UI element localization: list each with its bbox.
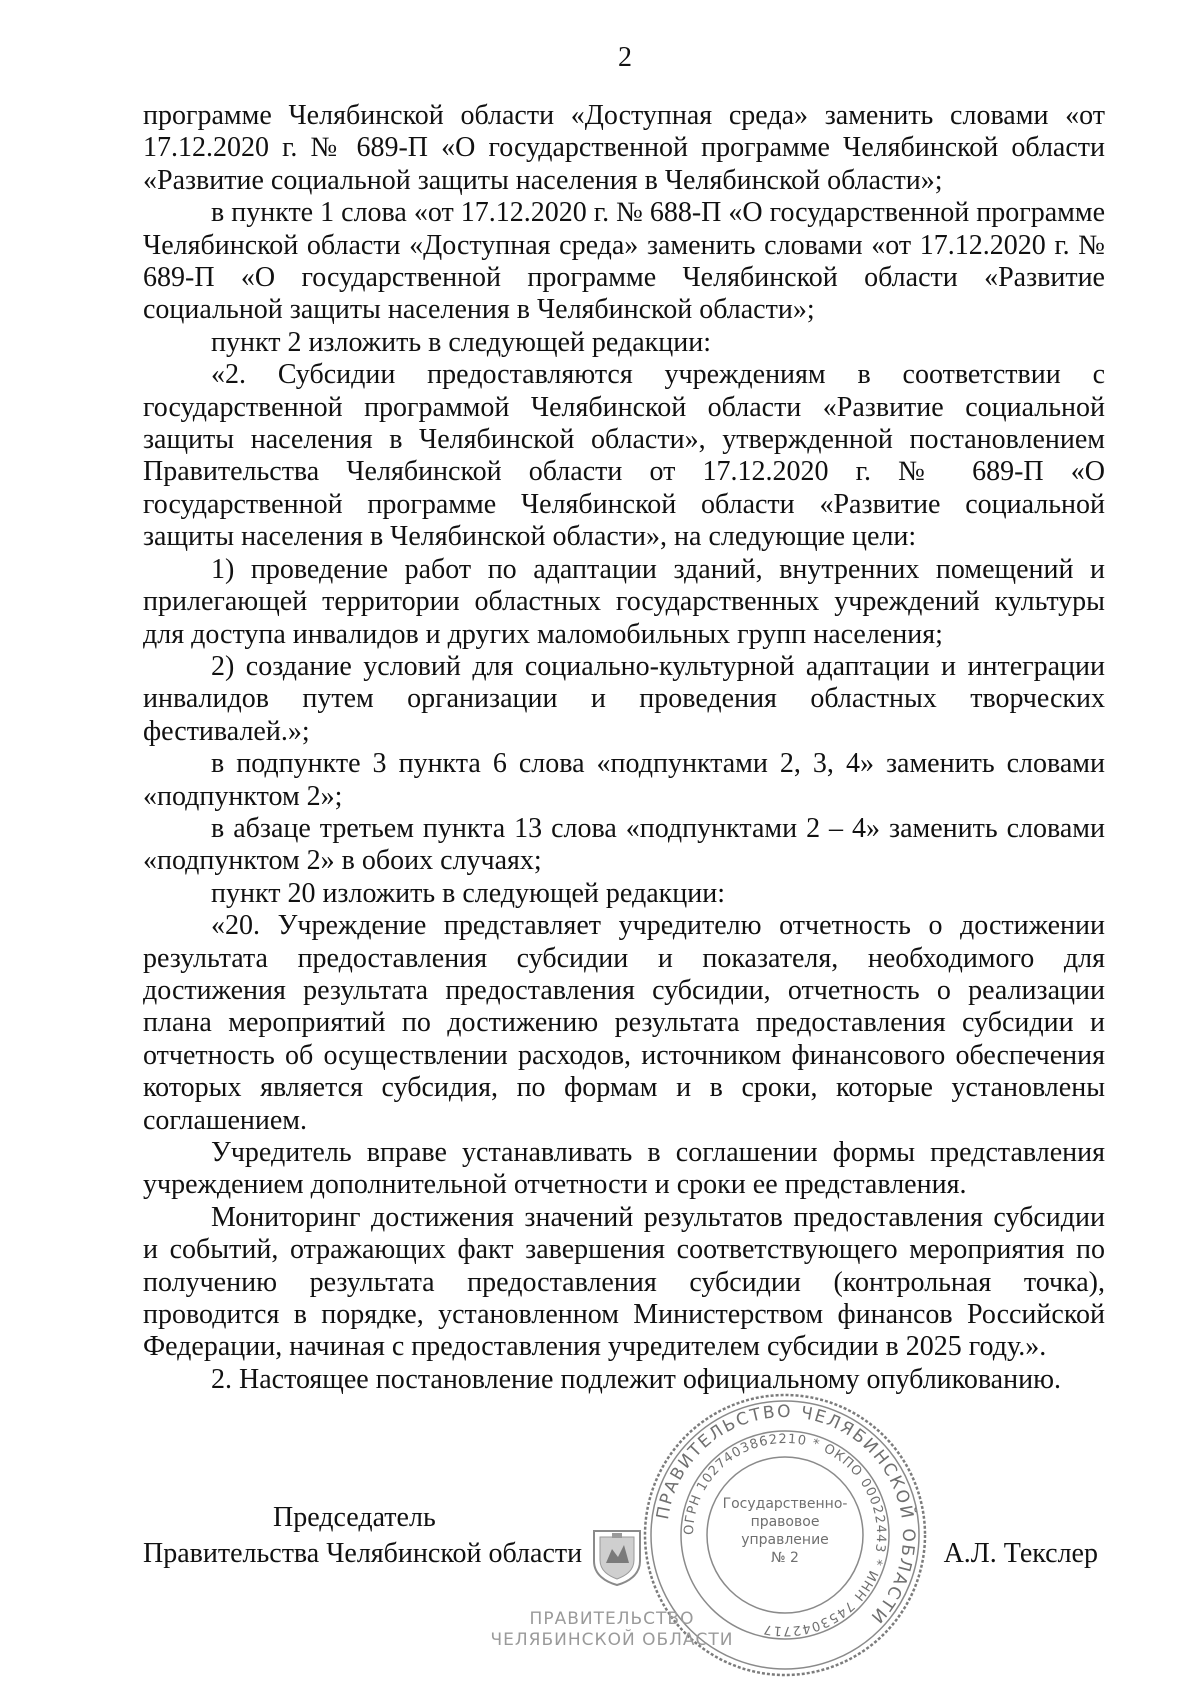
paragraph: «2. Субсидии предоставляются учреждениям в соответствии с государственной программой Челябинской области «Развитие социальной защиты населения в Челябинской области», утвержденной постановлением Правительства Челябинской области от 17.12.2020 г. № 689-П «О государственной программе Челябинской области «Развитие социальной защиты населения в Челябинской области», на следующие цели:: [143, 359, 1105, 553]
paragraph: Учредитель вправе устанавливать в соглашении формы представления учреждением дополнительной отчетности и сроки ее представления.: [143, 1137, 1105, 1201]
svg-text:ОГРН 1027403862210 * ОКПО 0002: ОГРН 1027403862210 * ОКПО 00022443 * ИНН 7453042717: [681, 1431, 889, 1639]
letterhead-line2: ЧЕЛЯБИНСКОЙ ОБЛАСТИ: [490, 1630, 734, 1650]
paragraph: «20. Учреждение представляет учредителю отчетность о достижении результата предоставления субсидии и показателя, необходимого для достижения результата предоставления субсидии, отчетность о реализации плана мероприятий по достижению результата предоставления субсидии и отчетность об осуществлении расходов, источником финансового обеспечения которых является субсидия, по формам и в сроки, которые установлены соглашением.: [143, 910, 1105, 1136]
paragraph: в подпункте 3 пункта 6 слова «подпунктами 2, 3, 4» заменить словами «подпунктом 2»;: [143, 748, 1105, 812]
paragraph: в пункте 1 слова «от 17.12.2020 г. № 688-П «О государственной программе Челябинской области «Доступная среда» заменить словами «от 17.12.2020 г. № 689-П «О государственной программе Челябинской области «Развитие социальной защиты населения в Челябинской области»;: [143, 197, 1105, 326]
paragraph: 2) создание условий для социально-культурной адаптации и интеграции инвалидов путем организации и проведения областных творческих фестивалей.»;: [143, 650, 1105, 747]
signatory-name: А.Л. Текслер: [943, 1538, 1098, 1569]
signatory-title: [143, 1500, 582, 1572]
paragraph: Мониторинг достижения значений результатов предоставления субсидии и событий, отражающих факт завершения соответствующего мероприятия по получению результата предоставления субсидии (контрольная точка), проводится в порядке, установленном Министерством финансов Российской Федерации, начиная с предоставления учредителем субсидии в 2025 году.».: [143, 1201, 1105, 1363]
paragraph: 1) проведение работ по адаптации зданий, внутренних помещений и прилегающей территории областных государственных учреждений культуры для доступа инвалидов и других маломобильных групп населения;: [143, 553, 1105, 650]
paragraph: программе Челябинской области «Доступная среда» заменить словами «от 17.12.2020 г. № 689-П «О государственной программе Челябинской области «Развитие социальной защиты населения в Челябинской области»;: [143, 100, 1105, 196]
svg-text:ПРАВИТЕЛЬСТВО ЧЕЛЯБИНСКОЙ ОБЛА: ПРАВИТЕЛЬСТВО ЧЕЛЯБИНСКОЙ ОБЛАСТИ: [652, 1401, 919, 1628]
svg-text:Государственно-правовоеуправле: Государственно-правовое управление № 2: [722, 1496, 848, 1566]
coat-of-arms-icon: [588, 1527, 646, 1587]
paragraph: в абзаце третьем пункта 13 слова «подпунктами 2 – 4» заменить словами «подпунктом 2» в обоих случаях;: [143, 812, 1105, 877]
paragraph: пункт 2 изложить в следующей редакции:: [211, 326, 711, 358]
document-body: [143, 100, 1105, 1396]
page-number: 2: [618, 42, 632, 73]
letterhead-watermark: [487, 1609, 737, 1651]
signatory-title-line1: Председатель: [273, 1502, 436, 1533]
paragraph: пункт 20 изложить в следующей редакции:: [211, 877, 725, 909]
signatory-title-line2: Правительства Челябинской области: [143, 1538, 583, 1569]
letterhead-line1: ПРАВИТЕЛЬСТВО: [529, 1609, 695, 1629]
paragraph: 2. Настоящее постановление подлежит официальному опубликованию.: [211, 1363, 1061, 1395]
